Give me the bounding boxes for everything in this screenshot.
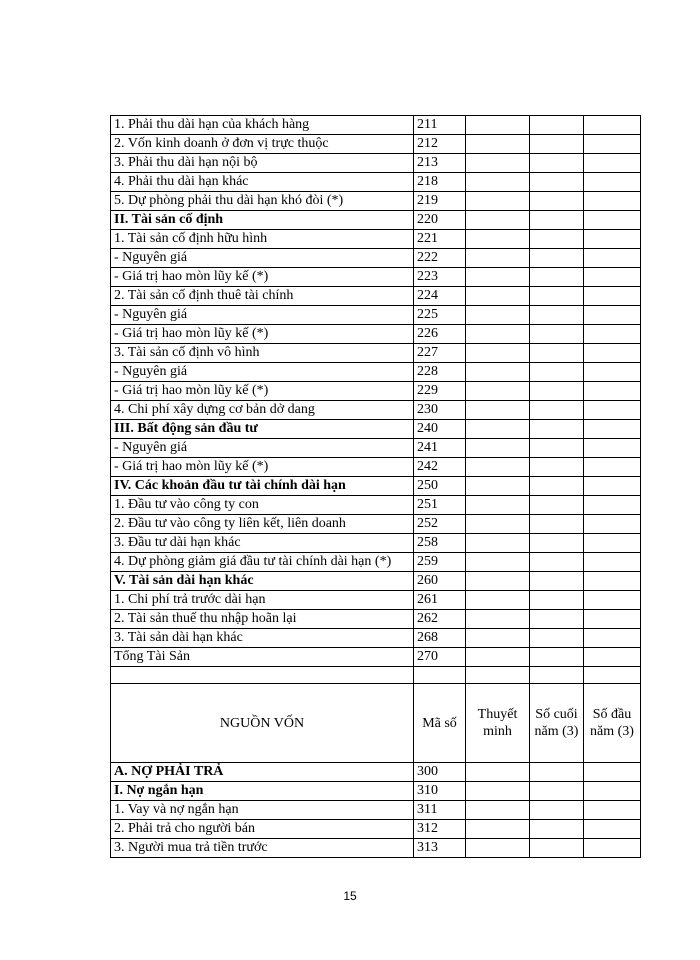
empty-cell bbox=[466, 173, 530, 192]
row-name: 1. Đầu tư vào công ty con bbox=[111, 496, 414, 515]
row-name: 4. Chi phí xây dựng cơ bản dở dang bbox=[111, 401, 414, 420]
row-name: IV. Các khoản đầu tư tài chính dài hạn bbox=[111, 477, 414, 496]
empty-cell bbox=[466, 382, 530, 401]
table-row bbox=[111, 211, 641, 230]
empty-cell bbox=[530, 344, 584, 363]
empty-cell bbox=[466, 801, 530, 820]
empty-cell bbox=[466, 477, 530, 496]
table-row bbox=[111, 782, 641, 801]
empty-cell bbox=[584, 249, 641, 268]
empty-cell bbox=[530, 192, 584, 211]
row-code: 258 bbox=[414, 534, 466, 553]
empty-cell bbox=[584, 477, 641, 496]
empty-cell bbox=[466, 287, 530, 306]
table-row bbox=[111, 135, 641, 154]
empty-cell bbox=[466, 230, 530, 249]
row-name: V. Tài sản dài hạn khác bbox=[111, 572, 414, 591]
row-code: 228 bbox=[414, 363, 466, 382]
row-code: 222 bbox=[414, 249, 466, 268]
row-code: 310 bbox=[414, 782, 466, 801]
empty-cell bbox=[584, 116, 641, 135]
total-row bbox=[111, 648, 641, 667]
empty-cell bbox=[530, 363, 584, 382]
row-name: 1. Vay và nợ ngắn hạn bbox=[111, 801, 414, 820]
empty-cell bbox=[530, 306, 584, 325]
table-row bbox=[111, 325, 641, 344]
empty-cell bbox=[466, 629, 530, 648]
empty-cell bbox=[466, 610, 530, 629]
empty-cell bbox=[466, 820, 530, 839]
empty-cell bbox=[584, 515, 641, 534]
empty-cell bbox=[584, 420, 641, 439]
empty-cell bbox=[530, 268, 584, 287]
empty-cell bbox=[584, 154, 641, 173]
row-name: 1. Chi phí trả trước dài hạn bbox=[111, 591, 414, 610]
liabilities-section bbox=[111, 763, 641, 858]
table-row bbox=[111, 477, 641, 496]
row-code: 224 bbox=[414, 287, 466, 306]
empty-cell bbox=[584, 135, 641, 154]
empty-cell bbox=[584, 306, 641, 325]
empty-cell bbox=[530, 439, 584, 458]
table-row bbox=[111, 268, 641, 287]
empty-cell bbox=[530, 135, 584, 154]
empty-cell bbox=[584, 173, 641, 192]
table-row bbox=[111, 839, 641, 858]
empty-cell bbox=[530, 173, 584, 192]
empty-cell bbox=[466, 515, 530, 534]
row-code: 212 bbox=[414, 135, 466, 154]
empty-cell bbox=[466, 572, 530, 591]
empty-cell bbox=[530, 610, 584, 629]
row-name: III. Bất động sản đầu tư bbox=[111, 420, 414, 439]
row-name: 2. Phải trả cho người bán bbox=[111, 820, 414, 839]
row-code: 250 bbox=[414, 477, 466, 496]
empty-cell bbox=[530, 763, 584, 782]
table-row bbox=[111, 572, 641, 591]
empty-cell bbox=[584, 629, 641, 648]
row-code: 313 bbox=[414, 839, 466, 858]
empty-cell bbox=[530, 629, 584, 648]
empty-cell bbox=[530, 801, 584, 820]
empty-cell bbox=[466, 534, 530, 553]
empty-cell bbox=[466, 249, 530, 268]
spacer-row bbox=[111, 667, 641, 684]
empty-cell bbox=[584, 572, 641, 591]
empty-cell bbox=[530, 401, 584, 420]
table-row bbox=[111, 496, 641, 515]
empty-cell bbox=[584, 439, 641, 458]
row-code: 213 bbox=[414, 154, 466, 173]
row-name: 5. Dự phòng phải thu dài hạn khó đòi (*) bbox=[111, 192, 414, 211]
table-row bbox=[111, 553, 641, 572]
table-row bbox=[111, 610, 641, 629]
empty-cell bbox=[530, 420, 584, 439]
header-start-year: Số đầu năm (3) bbox=[584, 684, 641, 763]
row-code: 220 bbox=[414, 211, 466, 230]
row-code: 261 bbox=[414, 591, 466, 610]
empty-cell bbox=[466, 763, 530, 782]
row-name: II. Tài sản cố định bbox=[111, 211, 414, 230]
empty-cell bbox=[530, 572, 584, 591]
table-row bbox=[111, 763, 641, 782]
row-code: 312 bbox=[414, 820, 466, 839]
row-name: - Nguyên giá bbox=[111, 439, 414, 458]
empty-cell bbox=[530, 287, 584, 306]
empty-cell bbox=[584, 458, 641, 477]
empty-cell bbox=[584, 763, 641, 782]
table-row bbox=[111, 534, 641, 553]
empty-cell bbox=[584, 192, 641, 211]
row-code: 221 bbox=[414, 230, 466, 249]
empty-cell bbox=[466, 363, 530, 382]
table-row bbox=[111, 591, 641, 610]
empty-cell bbox=[584, 382, 641, 401]
empty-cell bbox=[466, 154, 530, 173]
row-code: 311 bbox=[414, 801, 466, 820]
empty-cell bbox=[466, 306, 530, 325]
table-row bbox=[111, 382, 641, 401]
row-code: 211 bbox=[414, 116, 466, 135]
empty-cell bbox=[584, 401, 641, 420]
header-note: Thuyết minh bbox=[466, 684, 530, 763]
empty-cell bbox=[584, 782, 641, 801]
empty-cell bbox=[530, 116, 584, 135]
empty-cell bbox=[530, 382, 584, 401]
table-row bbox=[111, 458, 641, 477]
empty-cell bbox=[530, 458, 584, 477]
row-code: 259 bbox=[414, 553, 466, 572]
empty-cell bbox=[584, 591, 641, 610]
empty-cell bbox=[584, 496, 641, 515]
empty-cell bbox=[584, 801, 641, 820]
total-section bbox=[111, 648, 641, 763]
row-name: 4. Dự phòng giảm giá đầu tư tài chính dài hạn (*) bbox=[111, 553, 414, 572]
header-row bbox=[111, 684, 641, 763]
empty-cell bbox=[466, 839, 530, 858]
row-code: 229 bbox=[414, 382, 466, 401]
empty-cell bbox=[584, 553, 641, 572]
empty-cell bbox=[530, 211, 584, 230]
empty-cell bbox=[466, 192, 530, 211]
header-name: NGUỒN VỐN bbox=[111, 684, 414, 763]
empty-cell bbox=[530, 782, 584, 801]
row-name: - Nguyên giá bbox=[111, 249, 414, 268]
empty-cell bbox=[584, 325, 641, 344]
empty-cell bbox=[584, 839, 641, 858]
empty-cell bbox=[530, 325, 584, 344]
table-row bbox=[111, 287, 641, 306]
header-code: Mã số bbox=[414, 684, 466, 763]
empty-cell bbox=[466, 553, 530, 572]
empty-cell bbox=[466, 782, 530, 801]
table-row bbox=[111, 515, 641, 534]
row-name: 3. Đầu tư dài hạn khác bbox=[111, 534, 414, 553]
empty-cell bbox=[584, 211, 641, 230]
empty-cell bbox=[530, 534, 584, 553]
row-code: 227 bbox=[414, 344, 466, 363]
table-row bbox=[111, 363, 641, 382]
row-name: 1. Tài sản cố định hữu hình bbox=[111, 230, 414, 249]
empty-cell bbox=[466, 439, 530, 458]
empty-cell bbox=[530, 553, 584, 572]
row-name: 2. Tài sản cố định thuê tài chính bbox=[111, 287, 414, 306]
empty-cell bbox=[466, 401, 530, 420]
row-code: 262 bbox=[414, 610, 466, 629]
row-code: 251 bbox=[414, 496, 466, 515]
row-name: 2. Tài sản thuế thu nhập hoãn lại bbox=[111, 610, 414, 629]
row-name: 2. Đầu tư vào công ty liên kết, liên doanh bbox=[111, 515, 414, 534]
table-row bbox=[111, 306, 641, 325]
empty-cell bbox=[530, 249, 584, 268]
row-name: 3. Tài sản cố định vô hình bbox=[111, 344, 414, 363]
row-name: 3. Phải thu dài hạn nội bộ bbox=[111, 154, 414, 173]
empty-cell bbox=[466, 325, 530, 344]
row-name: 1. Phải thu dài hạn của khách hàng bbox=[111, 116, 414, 135]
row-code: 223 bbox=[414, 268, 466, 287]
table-row bbox=[111, 820, 641, 839]
row-name: 4. Phải thu dài hạn khác bbox=[111, 173, 414, 192]
empty-cell bbox=[466, 591, 530, 610]
table-row bbox=[111, 629, 641, 648]
table-row bbox=[111, 401, 641, 420]
row-code: 242 bbox=[414, 458, 466, 477]
empty-cell bbox=[466, 268, 530, 287]
empty-cell bbox=[530, 839, 584, 858]
balance-sheet-table bbox=[110, 115, 641, 858]
row-code: 219 bbox=[414, 192, 466, 211]
empty-cell bbox=[466, 496, 530, 515]
row-code: 240 bbox=[414, 420, 466, 439]
table-row bbox=[111, 173, 641, 192]
empty-cell bbox=[466, 135, 530, 154]
assets-section bbox=[111, 116, 641, 648]
row-code: 300 bbox=[414, 763, 466, 782]
row-code: 230 bbox=[414, 401, 466, 420]
empty-cell bbox=[584, 820, 641, 839]
empty-cell bbox=[584, 287, 641, 306]
empty-cell bbox=[584, 344, 641, 363]
table-row bbox=[111, 420, 641, 439]
empty-cell bbox=[584, 534, 641, 553]
row-name: 3. Tài sản dài hạn khác bbox=[111, 629, 414, 648]
empty-cell bbox=[530, 154, 584, 173]
empty-cell bbox=[530, 496, 584, 515]
total-code: 270 bbox=[414, 648, 466, 667]
page-number: 15 bbox=[343, 889, 357, 903]
row-code: 226 bbox=[414, 325, 466, 344]
empty-cell bbox=[466, 420, 530, 439]
table-row bbox=[111, 439, 641, 458]
row-code: 252 bbox=[414, 515, 466, 534]
empty-cell bbox=[466, 458, 530, 477]
empty-cell bbox=[584, 363, 641, 382]
empty-cell bbox=[466, 116, 530, 135]
empty-cell bbox=[466, 344, 530, 363]
table-row bbox=[111, 192, 641, 211]
row-name: - Giá trị hao mòn lũy kế (*) bbox=[111, 458, 414, 477]
empty-cell bbox=[530, 477, 584, 496]
empty-cell bbox=[466, 211, 530, 230]
table-row bbox=[111, 249, 641, 268]
empty-cell bbox=[584, 230, 641, 249]
header-end-year: Số cuối năm (3) bbox=[530, 684, 584, 763]
empty-cell bbox=[530, 591, 584, 610]
empty-cell bbox=[584, 268, 641, 287]
row-code: 268 bbox=[414, 629, 466, 648]
row-name: 3. Người mua trả tiền trước bbox=[111, 839, 414, 858]
table-row bbox=[111, 801, 641, 820]
row-name: - Giá trị hao mòn lũy kế (*) bbox=[111, 268, 414, 287]
row-name: - Nguyên giá bbox=[111, 363, 414, 382]
table-row bbox=[111, 154, 641, 173]
row-code: 218 bbox=[414, 173, 466, 192]
total-name: Tổng Tài Sản bbox=[111, 648, 414, 667]
row-name: - Giá trị hao mòn lũy kế (*) bbox=[111, 382, 414, 401]
row-name: 2. Vốn kinh doanh ở đơn vị trực thuộc bbox=[111, 135, 414, 154]
empty-cell bbox=[530, 820, 584, 839]
table-row bbox=[111, 116, 641, 135]
row-code: 225 bbox=[414, 306, 466, 325]
row-code: 260 bbox=[414, 572, 466, 591]
row-name: - Giá trị hao mòn lũy kế (*) bbox=[111, 325, 414, 344]
empty-cell bbox=[530, 230, 584, 249]
table-row bbox=[111, 344, 641, 363]
empty-cell bbox=[530, 515, 584, 534]
table-row bbox=[111, 230, 641, 249]
row-name: A. NỢ PHẢI TRẢ bbox=[111, 763, 414, 782]
empty-cell bbox=[584, 610, 641, 629]
row-name: I. Nợ ngắn hạn bbox=[111, 782, 414, 801]
row-code: 241 bbox=[414, 439, 466, 458]
row-name: - Nguyên giá bbox=[111, 306, 414, 325]
